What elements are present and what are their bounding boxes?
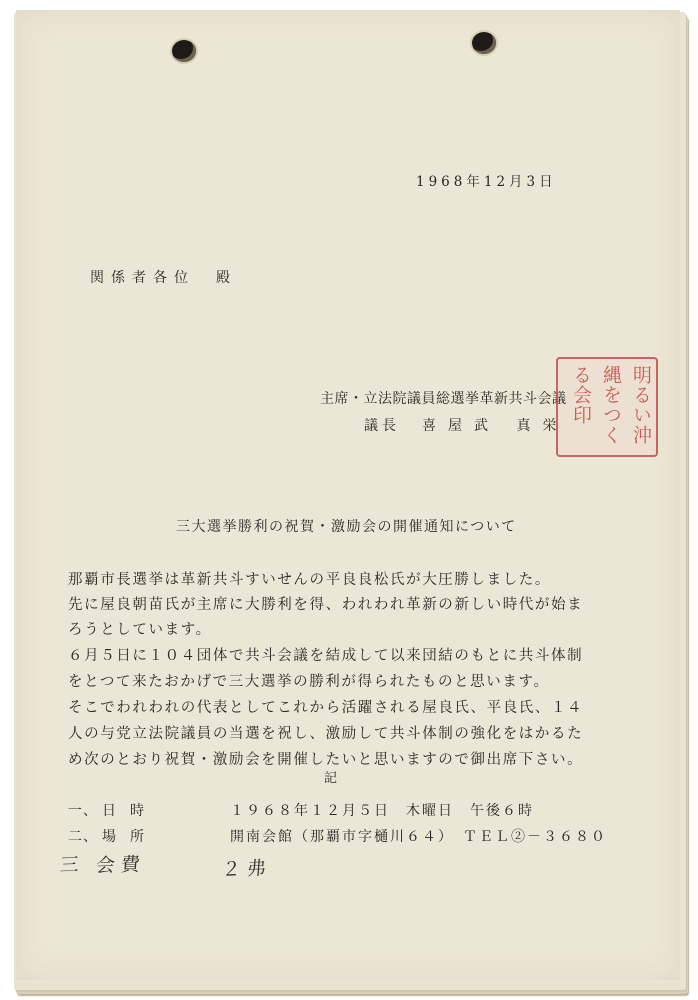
- item-number: 二、: [68, 829, 98, 845]
- punch-hole-right: [472, 32, 496, 54]
- item-label-datetime: 日時: [102, 803, 158, 819]
- ki-marker: 記: [324, 771, 339, 786]
- item-label-fee-handwritten: 会費: [95, 853, 147, 877]
- document-date: 1968年12月3日: [416, 174, 557, 190]
- sender-organization: 主席・立法院議員総選挙革新共斗会議: [320, 391, 567, 407]
- item-value-datetime: １９６８年１２月５日 木曜日 午後６時: [230, 803, 534, 819]
- body-line: め次のとおり祝賀・激励会を開催したいと思いますので御出席下さい。: [68, 752, 584, 768]
- body-line: そこでわれわれの代表としてこれから活躍される屋良氏、平良氏、１４: [68, 700, 584, 716]
- body-line: 那覇市長選挙は革新共斗すいせんの平良良松氏が大圧勝しました。: [68, 572, 551, 588]
- body-line: をとつて来たおかげで三大選挙の勝利が得られたものと思います。: [68, 674, 550, 690]
- body-line: 人の与党立法院議員の当選を祝し、激励して共斗体制の強化をはかるた: [68, 726, 584, 742]
- document-subject: 三大選挙勝利の祝賀・激励会の開催通知について: [176, 519, 517, 535]
- item-value-fee-handwritten: ２弗: [221, 857, 273, 881]
- item-label-place: 場所: [102, 829, 158, 845]
- document-page: [16, 10, 680, 980]
- body-line: ６月５日に１０４団体で共斗会議を結成して以来団結のもとに共斗体制: [68, 648, 584, 664]
- item-value-place: 開南会館（那覇市字樋川６４） ＴＥＬ②－３６８０: [230, 829, 607, 845]
- body-line: ろうとしています。: [68, 622, 212, 638]
- sender-chair: [364, 415, 568, 435]
- stamp-line-1: 明るい沖: [630, 365, 652, 445]
- addressee: 関係者各位 殿: [90, 270, 237, 286]
- sender-name: 喜屋武 真栄: [422, 418, 569, 434]
- body-line: 先に屋良朝苗氏が主席に大勝利を得、われわれ革新の新しい時代が始ま: [68, 597, 584, 613]
- item-number: 一、: [68, 803, 98, 819]
- item-number-handwritten: 三: [59, 853, 86, 877]
- stamp-line-2: 縄をつく: [600, 365, 622, 445]
- stamp-line-3: る会印: [570, 365, 592, 425]
- punch-hole-left: [172, 40, 196, 62]
- sender-title: 議長: [364, 418, 400, 434]
- red-seal-stamp: [556, 357, 658, 457]
